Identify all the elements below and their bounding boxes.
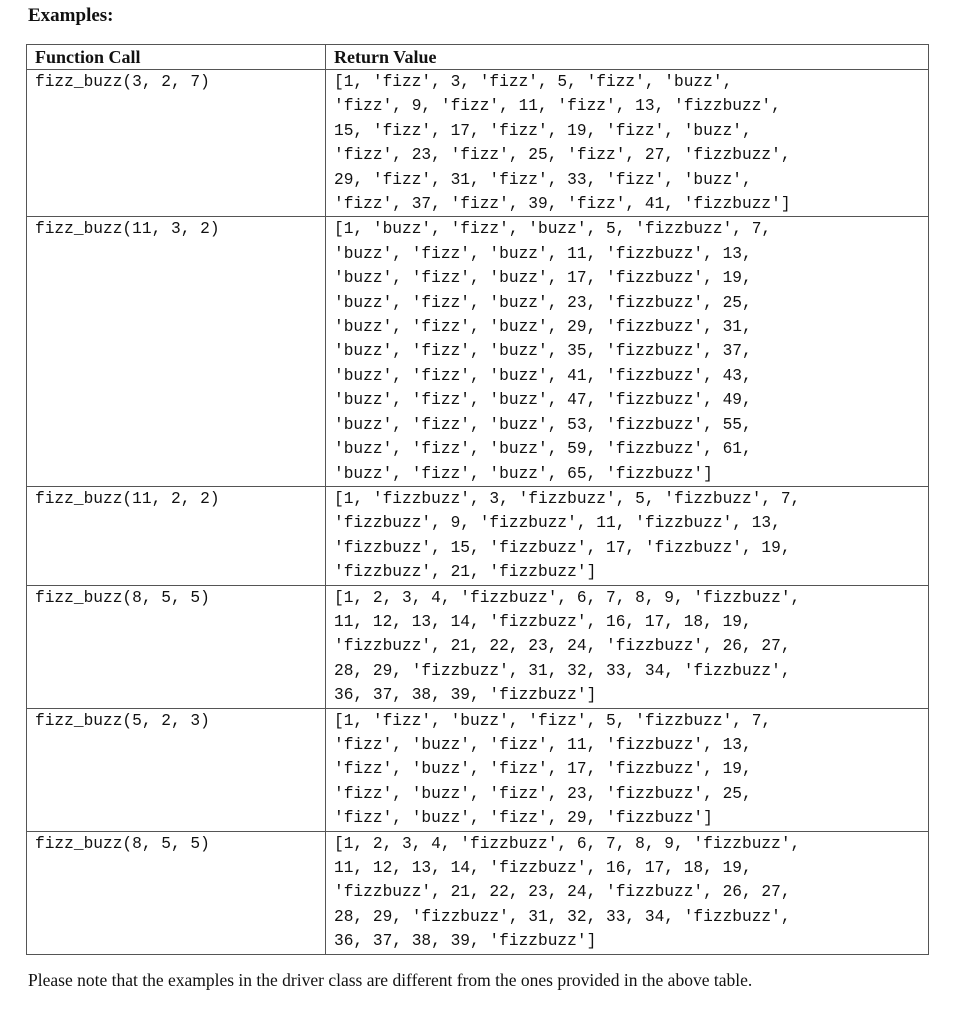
header-return-value: Return Value: [326, 45, 929, 70]
return-value-line: 'buzz', 'fizz', 'buzz', 17, 'fizzbuzz', 19,: [334, 269, 752, 288]
return-value-line: 'buzz', 'fizz', 'buzz', 47, 'fizzbuzz', 49,: [334, 391, 752, 410]
return-value-line: [1, 2, 3, 4, 'fizzbuzz', 6, 7, 8, 9, 'fizzbuzz',: [334, 588, 801, 607]
header-function-call: Function Call: [27, 45, 326, 70]
return-value-line: 'buzz', 'fizz', 'buzz', 29, 'fizzbuzz', 31,: [334, 318, 752, 337]
return-value-line: [1, 'fizzbuzz', 3, 'fizzbuzz', 5, 'fizzbuzz', 7,: [334, 489, 801, 508]
return-value-line: 'fizz', 'buzz', 'fizz', 23, 'fizzbuzz', 25,: [334, 784, 752, 803]
return-value-cell: [326, 70, 929, 217]
return-value-line: 28, 29, 'fizzbuzz', 31, 32, 33, 34, 'fizzbuzz',: [334, 661, 791, 680]
return-value-line: 'buzz', 'fizz', 'buzz', 23, 'fizzbuzz', 25,: [334, 293, 752, 312]
return-value-line: 11, 12, 13, 14, 'fizzbuzz', 16, 17, 18, 19,: [334, 612, 752, 631]
return-value-line: 'fizzbuzz', 21, 'fizzbuzz']: [334, 563, 597, 582]
function-call-cell: fizz_buzz(3, 2, 7): [27, 70, 326, 217]
table-row: [27, 585, 929, 708]
function-call-cell: fizz_buzz(11, 2, 2): [27, 486, 326, 585]
return-value-line: 'buzz', 'fizz', 'buzz', 35, 'fizzbuzz', 37,: [334, 342, 752, 361]
examples-table: [26, 44, 929, 955]
return-value-line: 'fizz', 23, 'fizz', 25, 'fizz', 27, 'fizzbuzz',: [334, 146, 791, 165]
return-value-line: 29, 'fizz', 31, 'fizz', 33, 'fizz', 'buzz',: [334, 170, 752, 189]
table-row: [27, 831, 929, 954]
return-value-line: [1, 'fizz', 'buzz', 'fizz', 5, 'fizzbuzz', 7,: [334, 711, 772, 730]
table-row: [27, 217, 929, 486]
return-value-line: [1, 2, 3, 4, 'fizzbuzz', 6, 7, 8, 9, 'fizzbuzz',: [334, 834, 801, 853]
return-value-line: 'fizzbuzz', 9, 'fizzbuzz', 11, 'fizzbuzz', 13,: [334, 514, 781, 533]
return-value-cell: [326, 708, 929, 831]
return-value-cell: [326, 217, 929, 486]
function-call-cell: fizz_buzz(5, 2, 3): [27, 708, 326, 831]
function-call-cell: fizz_buzz(11, 3, 2): [27, 217, 326, 486]
return-value-line: 'buzz', 'fizz', 'buzz', 11, 'fizzbuzz', 13,: [334, 244, 752, 263]
return-value-cell: [326, 585, 929, 708]
function-call-cell: fizz_buzz(8, 5, 5): [27, 585, 326, 708]
table-body: [27, 70, 929, 955]
page-title: Examples:: [28, 5, 114, 26]
return-value-line: 'fizz', 'buzz', 'fizz', 29, 'fizzbuzz']: [334, 809, 713, 828]
return-value-line: 'fizzbuzz', 21, 22, 23, 24, 'fizzbuzz', 26, 27,: [334, 883, 791, 902]
return-value-line: 36, 37, 38, 39, 'fizzbuzz']: [334, 686, 597, 705]
function-call-cell: fizz_buzz(8, 5, 5): [27, 831, 326, 954]
footnote: Please note that the examples in the driver class are different from the ones provided in the above table.: [28, 970, 753, 990]
return-value-line: 'fizzbuzz', 15, 'fizzbuzz', 17, 'fizzbuzz', 19,: [334, 538, 791, 557]
table-row: [27, 486, 929, 585]
return-value-line: 28, 29, 'fizzbuzz', 31, 32, 33, 34, 'fizzbuzz',: [334, 907, 791, 926]
return-value-line: 15, 'fizz', 17, 'fizz', 19, 'fizz', 'buzz',: [334, 121, 752, 140]
return-value-cell: [326, 831, 929, 954]
return-value-line: 'buzz', 'fizz', 'buzz', 53, 'fizzbuzz', 55,: [334, 415, 752, 434]
header-row: [27, 45, 929, 70]
return-value-line: 11, 12, 13, 14, 'fizzbuzz', 16, 17, 18, 19,: [334, 859, 752, 877]
table-header: [27, 45, 929, 70]
return-value-cell: [326, 486, 929, 585]
return-value-line: 'buzz', 'fizz', 'buzz', 41, 'fizzbuzz', 43,: [334, 366, 752, 385]
return-value-line: 'fizz', 'buzz', 'fizz', 17, 'fizzbuzz', 19,: [334, 760, 752, 779]
return-value-line: 'fizz', 'buzz', 'fizz', 11, 'fizzbuzz', 13,: [334, 735, 752, 754]
return-value-line: 'fizzbuzz', 21, 22, 23, 24, 'fizzbuzz', 26, 27,: [334, 637, 791, 656]
return-value-line: 'fizz', 9, 'fizz', 11, 'fizz', 13, 'fizzbuzz',: [334, 97, 781, 116]
return-value-line: [1, 'buzz', 'fizz', 'buzz', 5, 'fizzbuzz', 7,: [334, 220, 772, 239]
return-value-line: 'buzz', 'fizz', 'buzz', 65, 'fizzbuzz']: [334, 464, 713, 483]
return-value-line: [1, 'fizz', 3, 'fizz', 5, 'fizz', 'buzz',: [334, 73, 733, 91]
return-value-line: 'buzz', 'fizz', 'buzz', 59, 'fizzbuzz', 61,: [334, 440, 752, 459]
return-value-line: 36, 37, 38, 39, 'fizzbuzz']: [334, 932, 597, 951]
table-row: [27, 70, 929, 217]
return-value-line: 'fizz', 37, 'fizz', 39, 'fizz', 41, 'fizzbuzz']: [334, 195, 791, 214]
table-row: [27, 708, 929, 831]
